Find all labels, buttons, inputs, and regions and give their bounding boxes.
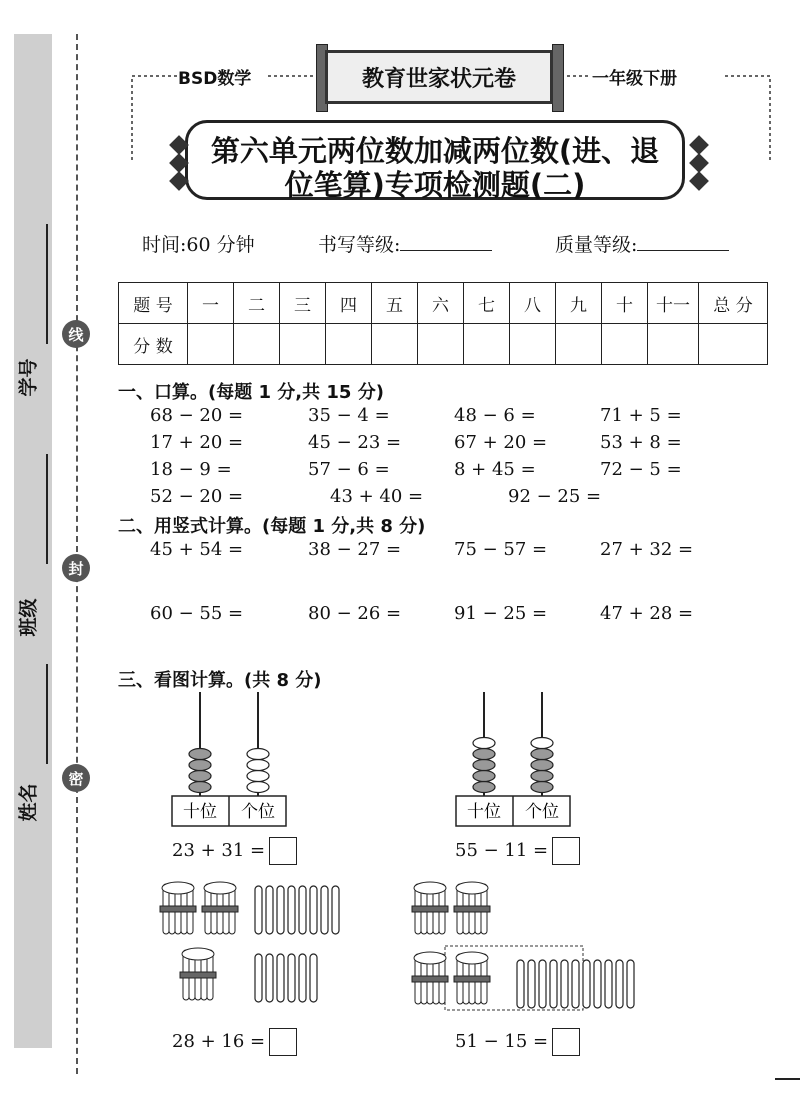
single-stick [288,886,295,934]
abacus-bead [247,749,269,760]
abacus-bead [531,771,553,782]
single-stick [255,886,262,934]
class-label: 班级 [17,598,40,637]
bundle-tie [454,976,490,982]
oral-problem: 45 − 23 = [308,432,402,453]
score-cell[interactable] [699,324,768,365]
scroll-rod-right [552,44,564,112]
abacus-bead [531,760,553,771]
score-cell[interactable] [418,324,464,365]
writing-grade-label: 书写等级: [318,234,401,256]
vertical-problem: 91 − 25 = [454,603,548,624]
quality-grade-field[interactable] [637,232,729,251]
bundle-top [204,882,236,894]
stick-bundle [454,952,490,1004]
abacus-bead [473,771,495,782]
vertical-problem: 47 + 28 = [600,603,694,624]
abacus-bead [473,782,495,793]
bundle-top [456,952,488,964]
vertical-problem: 80 − 26 = [308,603,402,624]
abacus-bead [247,771,269,782]
abacus-bead [247,760,269,771]
score-col: 四 [326,283,372,324]
bundle-top [456,882,488,894]
single-stick [310,954,317,1002]
abacus-2 [454,690,574,830]
oral-problem: 53 + 8 = [600,432,682,453]
score-cell[interactable] [372,324,418,365]
oral-problem: 67 + 20 = [454,432,548,453]
score-cell[interactable] [510,324,556,365]
oral-problem: 8 + 45 = [454,459,536,480]
student-id-line [46,224,48,344]
score-table-row-label: 分 数 [119,324,188,365]
score-cell[interactable] [648,324,699,365]
score-col: 十 [602,283,648,324]
single-stick [310,886,317,934]
quality-grade [555,230,729,257]
single-stick [528,960,535,1008]
single-stick [605,960,612,1008]
abacus-bead [473,749,495,760]
sticks-figure-1 [155,878,370,1008]
section2-title: 二、用竖式计算。(每题 1 分,共 8 分) [118,516,426,537]
oral-problem: 71 + 5 = [600,405,682,426]
score-cell[interactable] [188,324,234,365]
sticks-1-equation [172,1028,297,1056]
score-col: 三 [280,283,326,324]
stick-bundle [454,882,490,934]
student-id-label: 学号 [17,358,40,397]
bundle-top [162,882,194,894]
bundle-tie [454,906,490,912]
bundle-tie [160,906,196,912]
score-table-row-label: 题 号 [119,283,188,324]
vertical-problem: 75 − 57 = [454,539,548,560]
single-stick [277,886,284,934]
sticks-2-equation-text: 51 − 15 = [455,1031,549,1052]
single-stick [332,886,339,934]
class-line [46,454,48,564]
single-stick [616,960,623,1008]
answer-box[interactable] [552,1028,580,1056]
single-stick [539,960,546,1008]
score-cell[interactable] [326,324,372,365]
abacus-bead [189,760,211,771]
oral-problem: 48 − 6 = [454,405,536,426]
title-box [185,120,685,200]
oral-problem: 52 − 20 = [150,486,244,507]
oral-problem: 35 − 4 = [308,405,390,426]
single-stick [321,886,328,934]
abacus-bead [531,782,553,793]
title-line-2: 位笔算)专项检测题(二) [284,168,586,202]
abacus-bead [247,782,269,793]
score-cell[interactable] [556,324,602,365]
name-line [46,664,48,764]
abacus-2-tens-beads [473,738,495,793]
abacus-2-ones-beads [531,738,553,793]
single-stick [277,954,284,1002]
oral-problem: 72 − 5 = [600,459,682,480]
score-col: 九 [556,283,602,324]
single-stick [517,960,524,1008]
score-cell[interactable] [280,324,326,365]
single-stick [572,960,579,1008]
single-stick [627,960,634,1008]
score-cell[interactable] [602,324,648,365]
quality-grade-label: 质量等级: [555,234,638,256]
bundle-tie [412,906,448,912]
abacus-bead [473,760,495,771]
answer-box[interactable] [269,837,297,865]
seal-mark-seal: 封 [62,554,90,582]
bundle-top [182,948,214,960]
bundle-tie [180,972,216,978]
bundle-top [414,882,446,894]
writing-grade-field[interactable] [400,232,492,251]
single-stick [266,886,273,934]
single-stick [299,886,306,934]
vertical-problem: 60 − 55 = [150,603,244,624]
brand-banner: 教育世家状元卷 [325,50,553,104]
vertical-problem: 27 + 32 = [600,539,694,560]
score-col-total: 总 分 [699,283,768,324]
title-line-1: 第六单元两位数加减两位数(进、退 [210,134,660,168]
abacus-1-tens-beads [189,749,211,793]
stick-bundle [160,882,196,934]
answer-box[interactable] [552,837,580,865]
seal-mark-secret: 密 [62,764,90,792]
sticks-2-equation [455,1028,580,1056]
abacus-1-tens-label: 十位 [183,802,217,822]
binding-strip [14,34,52,1048]
single-stick [583,960,590,1008]
abacus-bead [531,738,553,749]
score-col: 五 [372,283,418,324]
bundle-tie [202,906,238,912]
answer-box[interactable] [269,1028,297,1056]
score-cell[interactable] [464,324,510,365]
oral-problem: 18 − 9 = [150,459,232,480]
abacus-1 [170,690,290,830]
single-stick [288,954,295,1002]
abacus-1-equation [172,837,297,865]
oral-problem: 92 − 25 = [508,486,602,507]
writing-grade [318,230,492,257]
abacus-2-equation [455,837,580,865]
subject-tag: BSD数学 [178,69,252,89]
stick-bundle [202,882,238,934]
single-stick [594,960,601,1008]
oral-problem: 57 − 6 = [308,459,390,480]
abacus-bead [473,738,495,749]
stick-bundle [412,882,448,934]
single-stick [561,960,568,1008]
single-stick [266,954,273,1002]
abacus-1-ones-label: 个位 [241,802,275,822]
score-table-header-row [119,283,768,324]
time-limit: 时间:60 分钟 [142,234,255,256]
sticks-figure-2 [405,878,670,1018]
vertical-problem: 45 + 54 = [150,539,244,560]
score-col: 十一 [648,283,699,324]
oral-problem: 68 − 20 = [150,405,244,426]
abacus-bead [189,782,211,793]
score-col: 二 [234,283,280,324]
name-label: 姓名 [17,783,40,822]
abacus-bead [189,771,211,782]
bundle-top [414,952,446,964]
abacus-2-equation-text: 55 − 11 = [455,840,549,861]
score-table-score-row [119,324,768,365]
vertical-problem: 38 − 27 = [308,539,402,560]
abacus-2-ones-label: 个位 [525,802,559,822]
stick-bundle [180,948,216,1000]
single-stick [255,954,262,1002]
section1-title: 一、口算。(每题 1 分,共 15 分) [118,382,384,403]
oral-problem: 17 + 20 = [150,432,244,453]
score-col: 一 [188,283,234,324]
stick-bundle [412,952,448,1004]
score-cell[interactable] [234,324,280,365]
abacus-1-ones-beads [247,749,269,793]
abacus-1-equation-text: 23 + 31 = [172,840,266,861]
single-stick [299,954,306,1002]
grade-tag: 一年级下册 [592,69,677,89]
score-col: 八 [510,283,556,324]
abacus-bead [189,749,211,760]
score-col: 六 [418,283,464,324]
bundle-tie [412,976,448,982]
seal-mark-line: 线 [62,320,90,348]
abacus-bead [531,749,553,760]
single-stick [550,960,557,1008]
score-table [118,282,768,365]
page-mark [775,1078,800,1080]
score-col: 七 [464,283,510,324]
section3-title: 三、看图计算。(共 8 分) [118,670,322,691]
abacus-2-tens-label: 十位 [467,802,501,822]
sticks-1-equation-text: 28 + 16 = [172,1031,266,1052]
oral-problem: 43 + 40 = [330,486,424,507]
